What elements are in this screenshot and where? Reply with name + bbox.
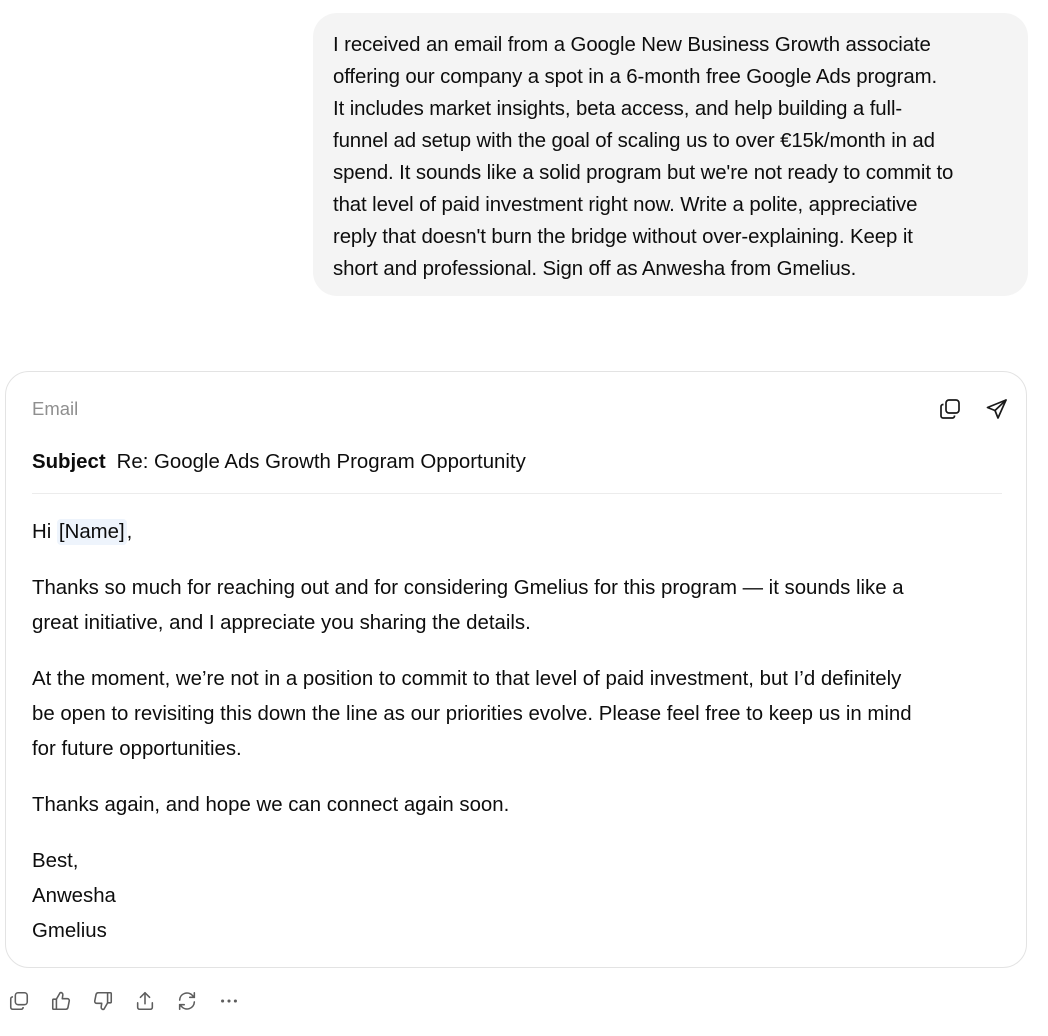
thumbs-up-icon: [50, 990, 72, 1012]
email-card-actions: [935, 394, 1012, 424]
copy-response-button[interactable]: [4, 986, 34, 1016]
user-message-line: reply that doesn't burn the bridge without over-explaining. Keep it: [333, 226, 913, 248]
email-paragraph-3: Thanks again, and hope we can connect again soon.: [32, 794, 510, 816]
subject-label: Subject: [32, 451, 106, 473]
user-message-line: funnel ad setup with the goal of scaling us to over €15k/month in ad: [333, 130, 935, 152]
user-message-line: that level of paid investment right now. Write a polite, appreciative: [333, 194, 918, 216]
user-message-line: short and professional. Sign off as Anwesha from Gmelius.: [333, 258, 857, 280]
email-greeting: [32, 515, 992, 550]
thumbs-down-icon: [92, 990, 114, 1012]
name-placeholder[interactable]: [Name]: [58, 521, 125, 543]
send-icon: [985, 397, 1009, 421]
regenerate-icon: [176, 990, 198, 1012]
user-message-line: I received an email from a Google New Business Growth associate: [333, 34, 931, 56]
signoff-line: Gmelius: [32, 920, 107, 942]
more-options-button[interactable]: [214, 986, 244, 1016]
signoff-line: Anwesha: [32, 885, 116, 907]
email-paragraph-line: Thanks so much for reaching out and for considering Gmelius for this program — it sounds like a: [32, 577, 904, 599]
email-paragraph-line: great initiative, and I appreciate you sharing the details.: [32, 612, 531, 634]
copy-icon: [8, 990, 30, 1012]
good-response-button[interactable]: [46, 986, 76, 1016]
response-toolbar: [4, 986, 244, 1016]
email-subject-row: [32, 449, 526, 475]
email-signoff: [32, 844, 992, 949]
email-paragraph-line: At the moment, we’re not in a position to commit to that level of paid investment, but I’d definitely: [32, 668, 902, 690]
greeting-suffix: ,: [126, 521, 133, 543]
bad-response-button[interactable]: [88, 986, 118, 1016]
subject-divider: [32, 493, 1002, 494]
email-paragraph-line: for future opportunities.: [32, 738, 242, 760]
share-button[interactable]: [130, 986, 160, 1016]
copy-icon: [938, 397, 962, 421]
user-message-line: It includes market insights, beta access, and help building a full-: [333, 98, 903, 120]
email-paragraph-line: be open to revisiting this down the line as our priorities evolve. Please feel free to keep us in mind: [32, 703, 912, 725]
email-body: [32, 515, 992, 949]
more-icon: [218, 990, 240, 1012]
email-draft-card: [5, 371, 1027, 968]
copy-email-button[interactable]: [935, 394, 965, 424]
subject-value: Re: Google Ads Growth Program Opportunity: [116, 451, 526, 473]
user-message-bubble: [313, 13, 1028, 296]
email-paragraph-1: [32, 571, 992, 641]
greeting-prefix: Hi: [32, 521, 57, 543]
regenerate-button[interactable]: [172, 986, 202, 1016]
user-message-line: spend. It sounds like a solid program but we're not ready to commit to: [333, 162, 954, 184]
share-icon: [134, 990, 156, 1012]
email-card-label: Email: [32, 398, 79, 419]
send-email-button[interactable]: [982, 394, 1012, 424]
signoff-line: Best,: [32, 850, 79, 872]
email-paragraph-2: [32, 662, 992, 767]
user-message-line: offering our company a spot in a 6-month free Google Ads program.: [333, 66, 938, 88]
